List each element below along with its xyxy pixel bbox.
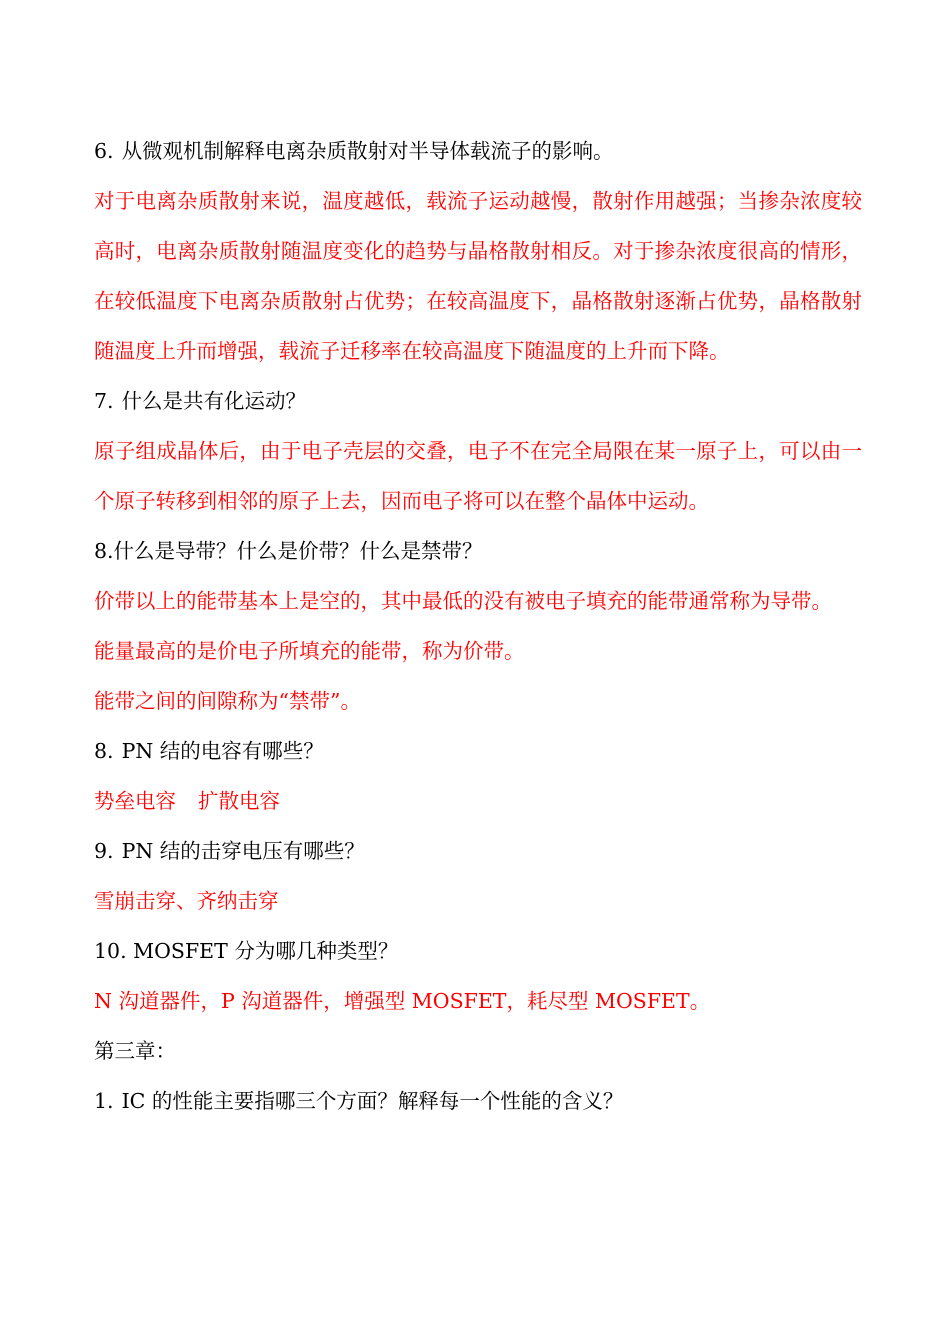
question-text: PN 结的电容有哪些？ <box>121 739 324 763</box>
question-text: 从微观机制解释电离杂质散射对半导体载流子的影响。 <box>121 139 614 163</box>
question-7 <box>94 376 862 426</box>
answer-9: 雪崩击穿、齐纳击穿 <box>94 889 279 913</box>
answer-6: 对于电离杂质散射来说，温度越低，载流子运动越慢，散射作用越强；当掺杂浓度较高时，电离杂质散射随温度变化的趋势与晶格散射相反。对于掺杂浓度很高的情形，在较低温度下电离杂质散射占优势；在较高温度下，晶格散射逐渐占优势，晶格散射随温度上升而增强，载流子迁移率在较高温度下随温度的上升而下降。 <box>94 189 862 363</box>
answer-7: 原子组成晶体后，由于电子壳层的交叠，电子不在完全局限在某一原子上，可以由一个原子转移到相邻的原子上去，因而电子将可以在整个晶体中运动。 <box>94 439 862 513</box>
question-number: 7. <box>94 389 114 413</box>
question-10: 10. MOSFET 分为哪几种类型？ <box>94 939 399 963</box>
question-text: PN 结的击穿电压有哪些？ <box>121 839 365 863</box>
answer-10: N 沟道器件，P 沟道器件，增强型 MOSFET，耗尽型 MOSFET。 <box>94 989 711 1013</box>
answer-8-valence-band: 能量最高的是价电子所填充的能带，称为价带。 <box>94 639 525 663</box>
answer-part: 扩散电容 <box>198 789 280 813</box>
question-number: 9. <box>94 839 114 863</box>
answer-8-conduction-band: 价带以上的能带基本上是空的，其中最低的没有被电子填充的能带通常称为导带。 <box>94 589 832 613</box>
question-text: IC 的性能主要指哪三个方面？解释每一个性能的含义？ <box>121 1089 624 1113</box>
question-number: 6. <box>94 139 114 163</box>
question-8-bands: 8.什么是导带？什么是价带？什么是禁带？ <box>94 539 483 563</box>
chapter3-question-1 <box>94 1076 862 1126</box>
question-text: 什么是共有化运动？ <box>121 389 307 413</box>
question-number: 8. <box>94 739 114 763</box>
answer-part: 势垒电容 <box>94 789 176 813</box>
chapter-heading: 第三章： <box>94 1039 176 1063</box>
question-8-pn-capacitance <box>94 726 862 776</box>
answer-8-band-gap: 能带之间的间隙称为“禁带”。 <box>94 689 361 713</box>
question-6 <box>94 126 862 176</box>
answer-8-pn-capacitance <box>94 776 862 826</box>
question-number: 1. <box>94 1089 114 1113</box>
document-page <box>94 126 862 1126</box>
question-9 <box>94 826 862 876</box>
